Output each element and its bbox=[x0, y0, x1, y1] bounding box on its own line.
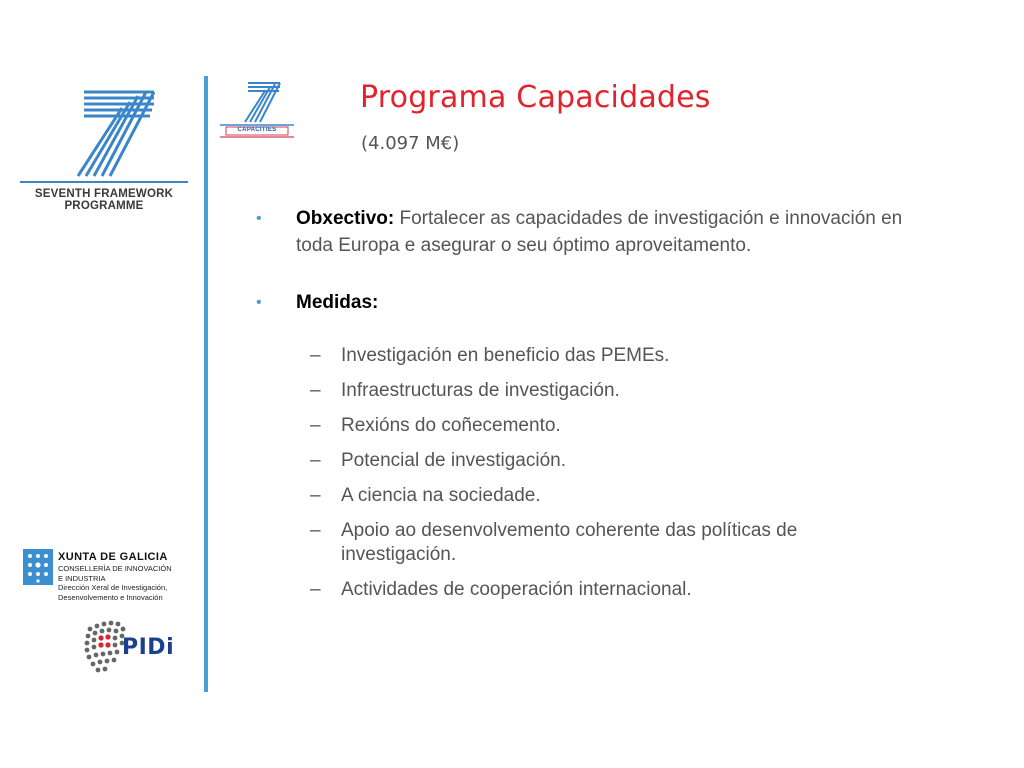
capacities-logo bbox=[218, 80, 296, 138]
list-item bbox=[256, 414, 906, 438]
fp7-caption-line1: SEVENTH FRAMEWORK bbox=[34, 188, 174, 200]
slide-title: Programa Capacidades bbox=[360, 80, 711, 115]
list-item-text: Infraestructuras de investigación. bbox=[341, 380, 620, 401]
dash-icon: – bbox=[310, 450, 321, 471]
dash-icon: – bbox=[310, 380, 321, 401]
capacities-label: CAPACITIES bbox=[237, 127, 277, 133]
dash-icon: – bbox=[310, 345, 321, 366]
bullet-heading: Medidas: bbox=[296, 292, 379, 313]
list-item bbox=[256, 379, 906, 403]
bullet-heading: Obxectivo: bbox=[296, 208, 395, 229]
fp7-caption bbox=[18, 188, 190, 212]
bullet-obxectivo bbox=[256, 205, 906, 259]
fp7-caption-line2: PROGRAMME bbox=[64, 200, 144, 212]
xunta-name: XUNTA DE GALICIA bbox=[58, 551, 168, 563]
xunta-line3: Dirección Xeral de Investigación, bbox=[58, 583, 168, 592]
xunta-line1: CONSELLERÍA DE INNOVACIÓN bbox=[58, 564, 172, 573]
bullet-medidas bbox=[256, 289, 906, 316]
list-item-text: A ciencia na sociedade. bbox=[341, 485, 541, 506]
list-item-text: Rexións do coñecemento. bbox=[341, 415, 561, 436]
xunta-text bbox=[58, 550, 208, 602]
bullet-dot-icon: • bbox=[256, 210, 262, 227]
dash-icon: – bbox=[310, 485, 321, 506]
pidi-label: PIDi bbox=[122, 635, 175, 660]
dash-icon: – bbox=[310, 520, 321, 541]
list-item-text: Actividades de cooperación internacional. bbox=[341, 579, 692, 600]
pidi-logo bbox=[80, 617, 190, 679]
xunta-line2: E INDUSTRIA bbox=[58, 573, 106, 583]
list-item-text: Apoio ao desenvolvemento coherente das políticas de investigación. bbox=[341, 520, 798, 565]
list-item bbox=[256, 578, 906, 602]
list-item-text: Investigación en beneficio das PEMEs. bbox=[341, 345, 670, 366]
fp7-logo bbox=[18, 88, 190, 218]
medidas-list bbox=[256, 344, 906, 602]
bullet-text: Fortalecer as capacidades de investigación e innovación en toda Europa e asegurar o seu óptimo aproveitamento. bbox=[296, 208, 903, 256]
list-item-text: Potencial de investigación. bbox=[341, 450, 566, 471]
bullet-dot-icon: • bbox=[256, 294, 262, 311]
slide-content bbox=[256, 205, 906, 613]
list-item bbox=[256, 449, 906, 473]
list-item bbox=[256, 519, 906, 567]
dash-icon: – bbox=[310, 415, 321, 436]
list-item bbox=[256, 344, 906, 368]
list-item bbox=[256, 484, 906, 508]
xunta-logo bbox=[22, 548, 202, 612]
fp7-seven-icon bbox=[18, 88, 190, 188]
xunta-line4: Desenvolvemento e Innovación bbox=[58, 592, 163, 602]
dash-icon: – bbox=[310, 579, 321, 600]
slide-subtitle: (4.097 M€) bbox=[361, 133, 460, 154]
xunta-shield-icon bbox=[22, 548, 54, 588]
